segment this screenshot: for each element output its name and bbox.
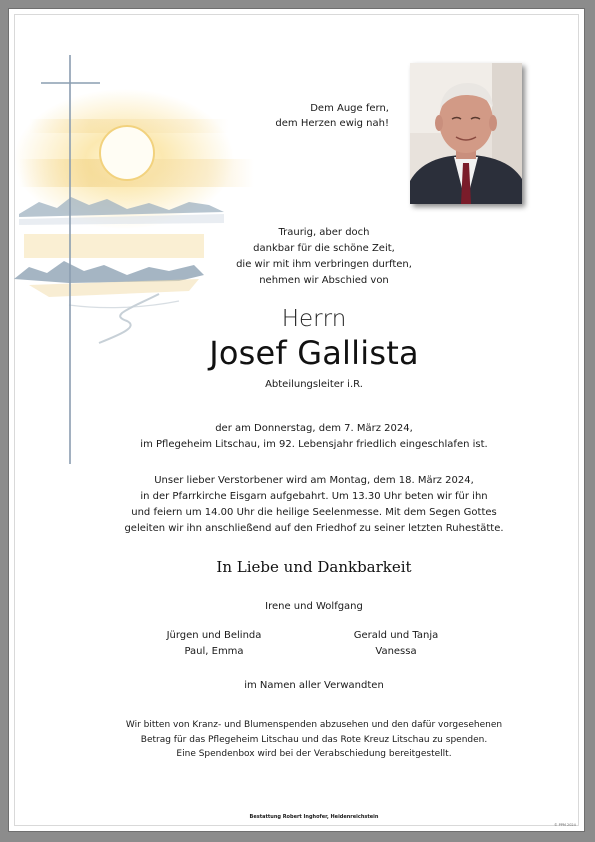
- lake-reflection: [24, 234, 204, 258]
- deceased-role: Abteilungsleiter i.R.: [265, 379, 363, 390]
- funeral-line-4: geleiten wir ihn anschließend auf den Friedhof zu seiner letzten Ruhestätte.: [124, 523, 504, 534]
- quote: [249, 101, 389, 131]
- intro-line-4: nehmen wir Abschied von: [259, 275, 389, 286]
- parte-page: [8, 8, 585, 832]
- intro-text: [219, 225, 429, 289]
- funeral-line-1: Unser lieber Verstorbener wird am Montag, dem 18. März 2024,: [154, 475, 474, 486]
- death-notice: [109, 421, 519, 453]
- portrait-image: [410, 63, 522, 204]
- deceased-name: Josef Gallista: [209, 334, 419, 372]
- donation-notice: [89, 718, 539, 762]
- family-relatives: im Namen aller Verwandten: [244, 680, 384, 691]
- copyright-note: © PPM 2024: [554, 823, 576, 827]
- quote-line-2: dem Herzen ewig nah!: [275, 118, 389, 129]
- salutation: Herrn: [281, 306, 347, 332]
- death-line-1: der am Donnerstag, dem 7. März 2024,: [215, 423, 413, 434]
- intro-line-1: Traurig, aber doch: [278, 227, 370, 238]
- funeral-line-2: in der Pfarrkirche Eisgarn aufgebahrt. Um 13.30 Uhr beten wir für ihn: [140, 491, 488, 502]
- near-mountains: [14, 261, 204, 283]
- intro-line-3: die wir mit ihm verbringen durften,: [236, 259, 412, 270]
- donation-line-3: Eine Spendenbox wird bei der Verabschiedung bereitgestellt.: [176, 749, 452, 759]
- family-main: Irene und Wolfgang: [265, 601, 363, 612]
- family-left: [139, 628, 289, 660]
- family-right-line-1: Gerald und Tanja: [353, 630, 439, 641]
- quote-line-1: Dem Auge fern,: [310, 103, 389, 114]
- portrait-photo: [410, 63, 522, 204]
- death-line-2: im Pflegeheim Litschau, im 92. Lebensjahr friedlich eingeschlafen ist.: [140, 439, 488, 450]
- undertaker-credit: Bestattung Robert Inghofer, Heidenreichstein: [249, 814, 379, 820]
- funeral-details: [109, 473, 519, 537]
- family-left-line-1: Jürgen und Belinda: [166, 630, 262, 641]
- donation-line-2: Betrag für das Pflegeheim Litschau und das Rote Kreuz Litschau zu spenden.: [140, 734, 488, 745]
- sun: [100, 126, 154, 180]
- intro-line-2: dankbar für die schöne Zeit,: [253, 243, 395, 254]
- family-left-line-2: Paul, Emma: [184, 646, 244, 657]
- donation-line-1: Wir bitten von Kranz- und Blumenspenden abzusehen und den dafür vorgesehenen: [125, 720, 503, 730]
- family-right: [321, 628, 471, 660]
- funeral-line-3: und feiern um 14.00 Uhr die heilige Seelenmesse. Mit dem Segen Gottes: [131, 507, 497, 518]
- closing-heading: In Liebe und Dankbarkeit: [216, 558, 412, 576]
- winding-path: [99, 294, 159, 343]
- family-right-line-2: Vanessa: [375, 646, 417, 657]
